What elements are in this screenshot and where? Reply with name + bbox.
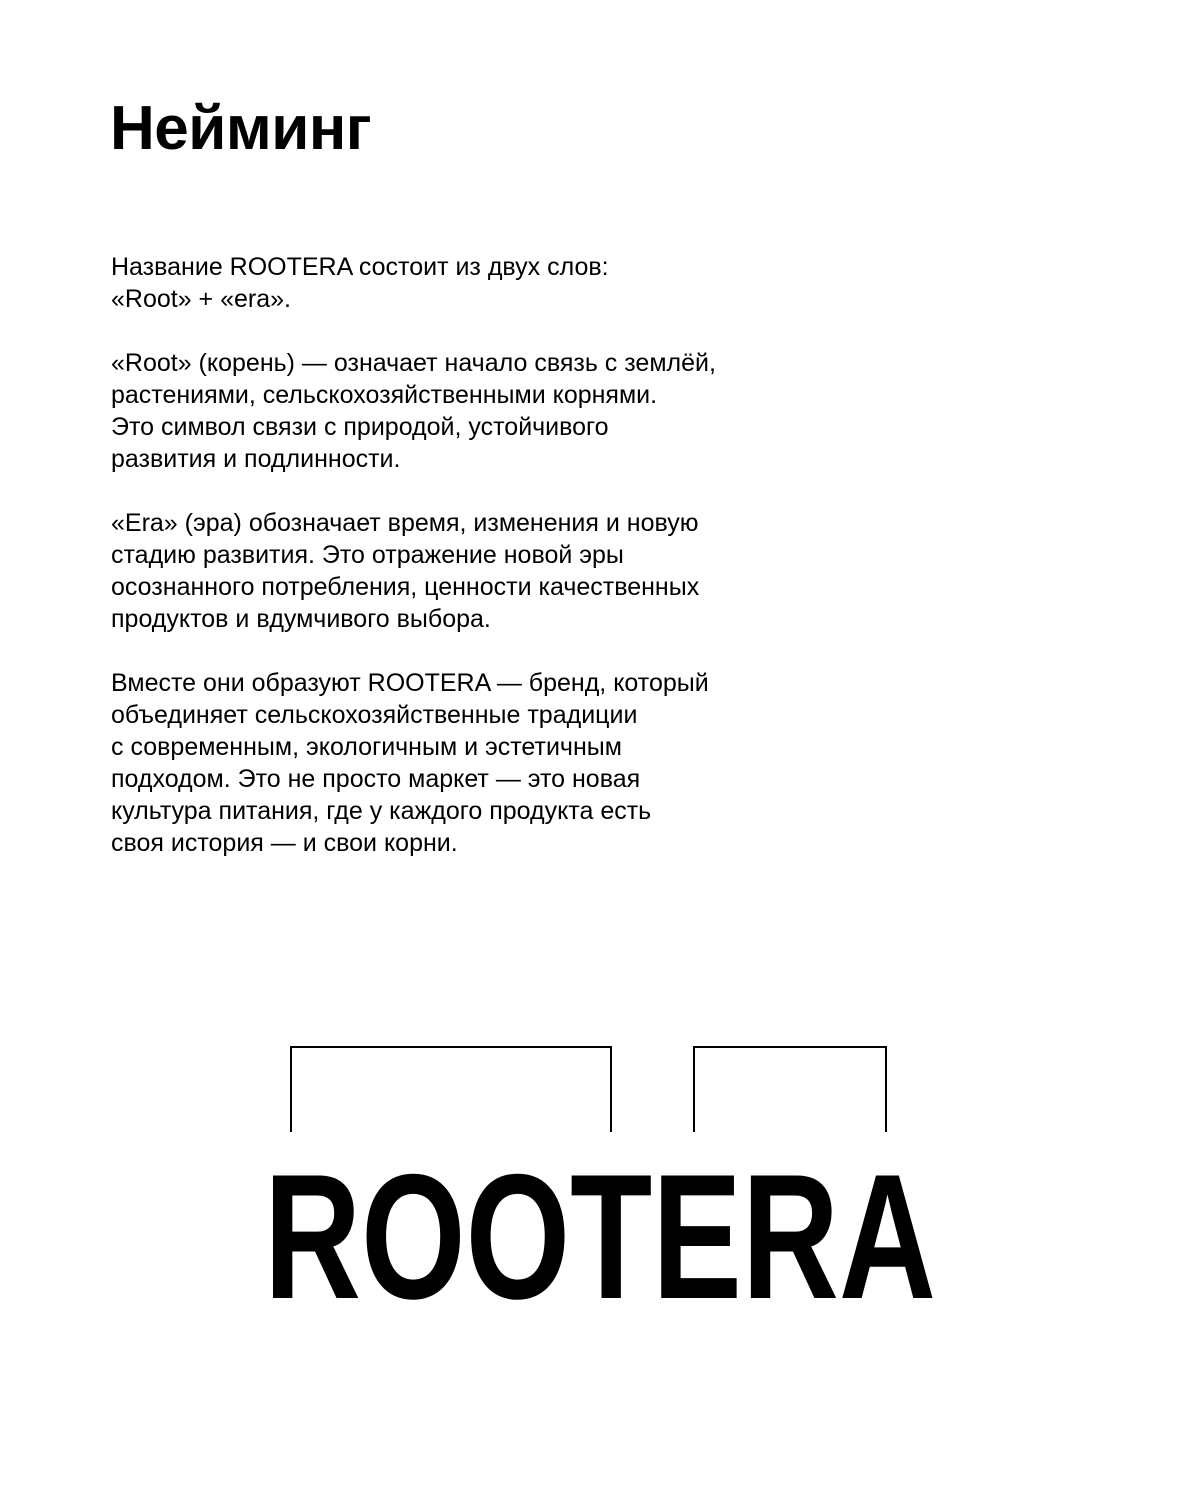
text-line: растениями, сельскохозяйственными корнями.	[111, 381, 658, 409]
text-line: «Root» (корень) — означает начало связь с землёй,	[111, 349, 716, 377]
paragraph-era	[111, 507, 811, 635]
text-line: Это символ связи с природой, устойчивого	[111, 413, 609, 441]
text-line: объединяет сельскохозяйственные традиции	[111, 701, 638, 729]
rootera-logo	[262, 1137, 938, 1336]
rootera-wordmark: ROOTERA	[264, 1137, 936, 1336]
text-line: «Era» (эра) обозначает время, изменения и новую	[111, 509, 699, 537]
paragraph-root	[111, 347, 811, 475]
text-line: культура питания, где у каждого продукта есть	[111, 797, 652, 825]
text-line: Название ROOTERA состоит из двух слов:	[111, 253, 609, 281]
text-line: своя история — и свои корни.	[111, 829, 458, 857]
text-line: Вместе они образуют ROOTERA — бренд, который	[111, 669, 709, 697]
text-line: стадию развития. Это отражение новой эры	[111, 541, 624, 569]
text-line: развития и подлинности.	[111, 445, 401, 473]
paragraph-intro	[111, 251, 811, 315]
page-title: Нейминг	[110, 94, 372, 163]
text-line: осознанного потребления, ценности качественных	[111, 573, 700, 601]
era-bracket	[693, 1046, 887, 1132]
paragraph-together	[111, 667, 811, 859]
root-bracket	[290, 1046, 612, 1132]
text-line: «Root» + «era».	[111, 285, 291, 313]
text-line: подходом. Это не просто маркет — это новая	[111, 765, 641, 793]
text-line: продуктов и вдумчивого выбора.	[111, 605, 491, 633]
naming-description	[111, 251, 811, 891]
text-line: с современным, экологичным и эстетичным	[111, 733, 622, 761]
